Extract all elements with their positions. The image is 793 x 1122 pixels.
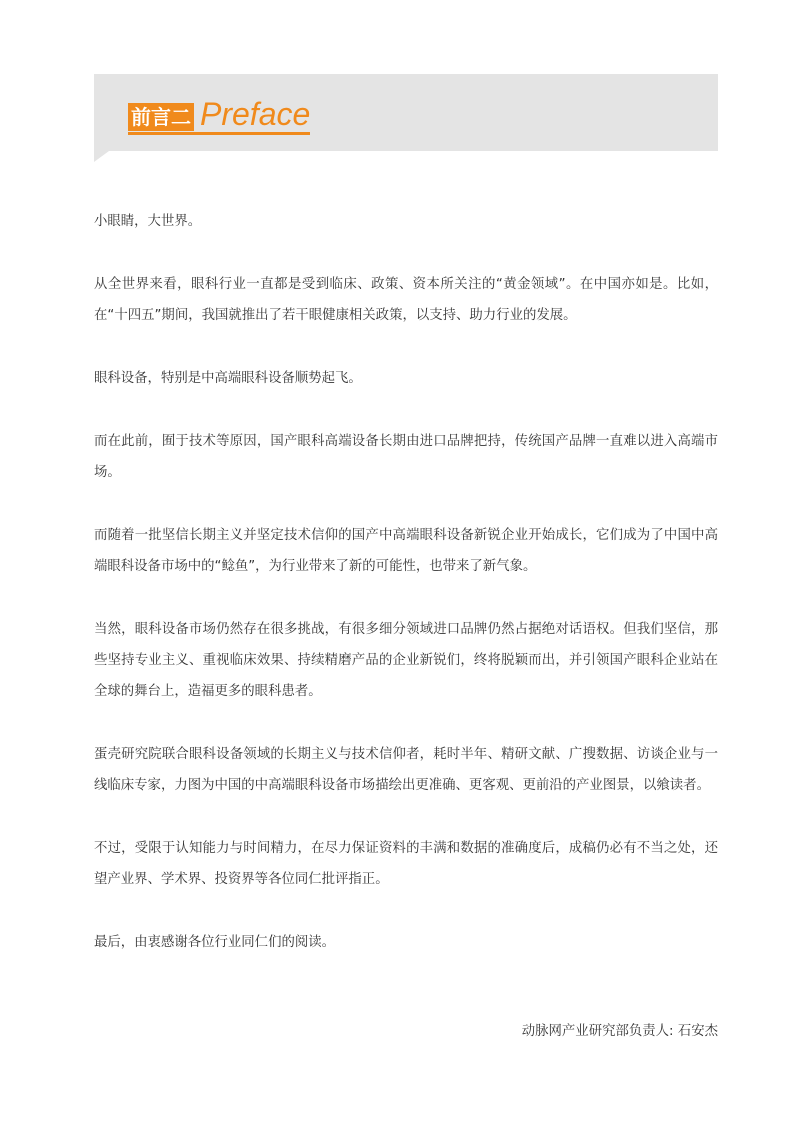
paragraph: 从全世界来看，眼科行业一直都是受到临床、政策、资本所关注的“黄金领域”。在中国亦如是。比如，在“十四五”期间，我国就推出了若干眼健康相关政策，以支持、助力行业的发展。 <box>94 277 718 323</box>
title-english: Preface <box>200 96 311 132</box>
paragraph: 眼科设备，特别是中高端眼科设备顺势起飞。 <box>94 371 362 386</box>
paragraph: 而在此前，囿于技术等原因，国产眼科高端设备长期由进口品牌把持，传统国产品牌一直难以进入高端市场。 <box>94 434 718 480</box>
paragraph: 不过，受限于认知能力与时间精力，在尽力保证资料的丰满和数据的准确度后，成稿仍必有不当之处，还望产业界、学术界、投资界等各位同仁批评指正。 <box>94 841 718 887</box>
paragraph: 最后，由衷感谢各位行业同仁们的阅读。 <box>94 935 336 950</box>
title-chinese: 前言二 <box>128 103 194 131</box>
page-title <box>128 95 310 135</box>
paragraph: 蛋壳研究院联合眼科设备领域的长期主义与技术信仰者，耗时半年、精研文献、广搜数据、访谈企业与一线临床专家，力图为中国的中高端眼科设备市场描绘出更准确、更客观、更前沿的产业图景，以飨读者。 <box>94 747 718 793</box>
paragraph: 小眼睛，大世界。 <box>94 214 202 229</box>
body-text <box>94 206 718 958</box>
paragraph: 当然，眼科设备市场仍然存在很多挑战，有很多细分领域进口品牌仍然占据绝对话语权。但我们坚信，那些坚持专业主义、重视临床效果、持续精磨产品的企业新锐们，终将脱颖而出，并引领国产眼科企业站在全球的舞台上，造福更多的眼科患者。 <box>94 622 718 699</box>
header-fold-corner <box>94 151 109 162</box>
paragraph: 而随着一批坚信长期主义并坚定技术信仰的国产中高端眼科设备新锐企业开始成长，它们成为了中国中高端眼科设备市场中的“鲶鱼”，为行业带来了新的可能性，也带来了新气象。 <box>94 528 718 574</box>
signature: 动脉网产业研究部负责人: 石安杰 <box>521 1024 718 1039</box>
